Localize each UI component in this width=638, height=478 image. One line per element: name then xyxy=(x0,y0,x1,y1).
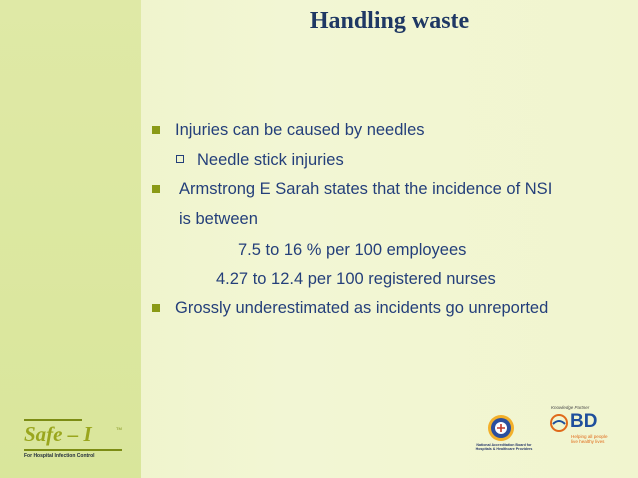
safe-i-caption: For Hospital Infection Control xyxy=(24,453,95,459)
bd-tagline-line-1: Helping all people xyxy=(571,434,608,439)
nabh-caption: National Accreditation Board for Hospitals & Healthcare Providers xyxy=(475,443,533,452)
trademark-mark: TM xyxy=(116,426,122,431)
bullet-line-underestimated: Grossly underestimated as incidents go unreported xyxy=(175,299,549,317)
slide-title: Handling waste xyxy=(309,8,470,34)
stat-line-nurses: 4.27 to 12.4 per 100 registered nurses xyxy=(216,270,496,288)
knowledge-partner-label: Knowledge Partner xyxy=(551,405,590,410)
stat-line-employees: 7.5 to 16 % per 100 employees xyxy=(238,241,467,259)
square-bullet-icon xyxy=(152,304,160,312)
logo-rule-bottom xyxy=(24,449,122,451)
square-bullet-icon xyxy=(152,185,160,193)
bd-logo-icon xyxy=(549,414,569,432)
safe-i-logo: Safe – I xyxy=(24,422,92,446)
bd-tagline xyxy=(571,434,608,444)
square-bullet-icon xyxy=(152,126,160,134)
logo-rule-top xyxy=(24,419,82,421)
bd-logo-text: BD xyxy=(570,411,598,432)
continuation-line-is-between: is between xyxy=(179,210,258,228)
sidebar-panel xyxy=(0,0,141,478)
bullet-line-armstrong: Armstrong E Sarah states that the incidence of NSI xyxy=(179,180,553,198)
bullet-line-injuries: Injuries can be caused by needles xyxy=(175,121,425,139)
bd-tagline-line-2: live healthy lives xyxy=(571,439,605,445)
sub-bullet-needle-stick: Needle stick injuries xyxy=(197,151,344,169)
hollow-square-bullet-icon xyxy=(176,155,184,163)
nabh-emblem-icon xyxy=(487,414,515,442)
